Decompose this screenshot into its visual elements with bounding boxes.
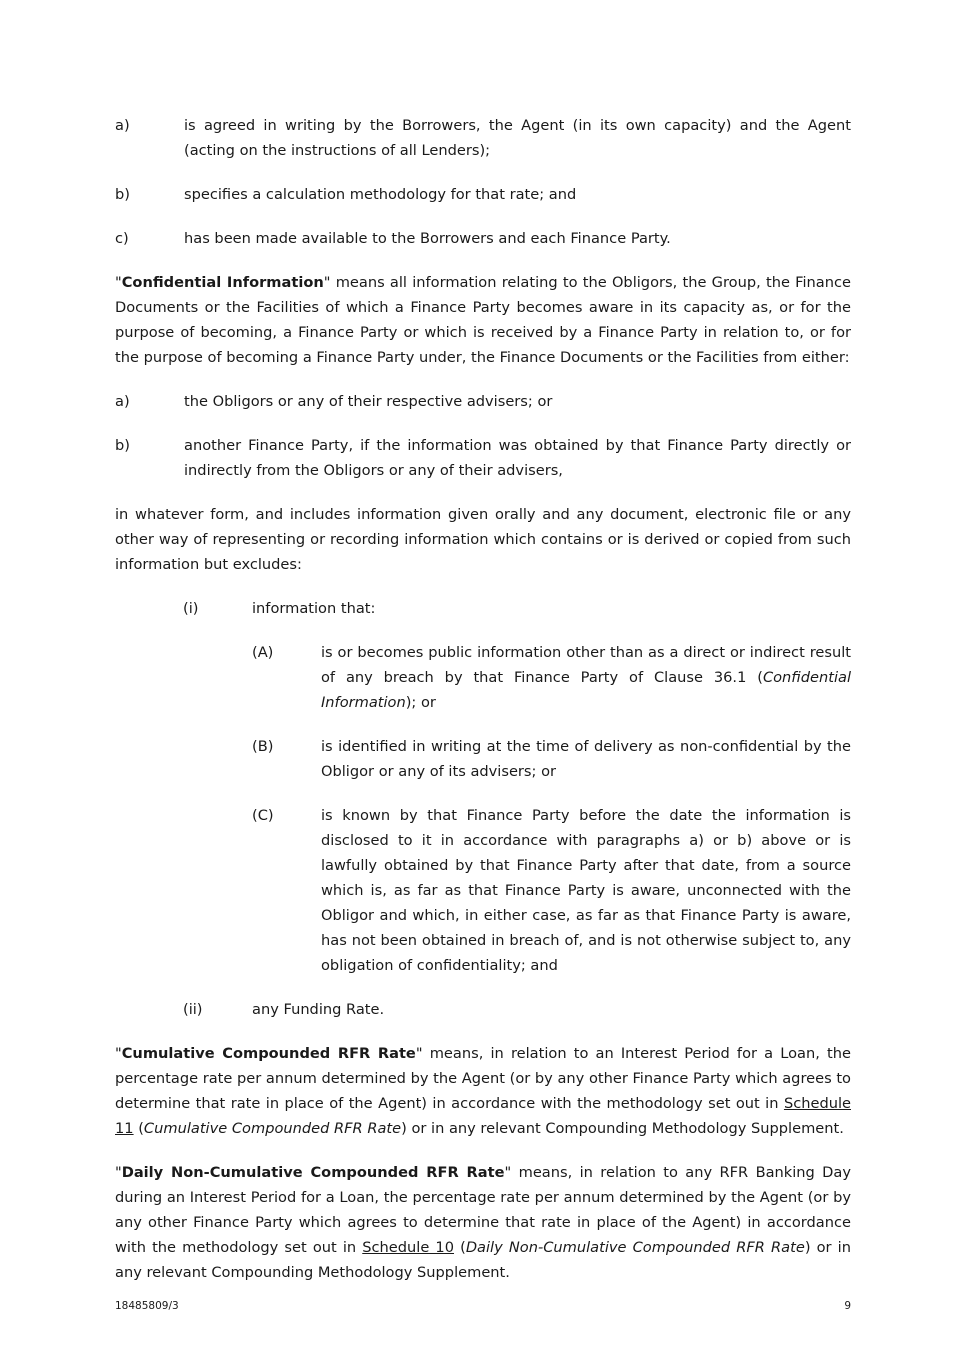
list-marker: (i): [183, 600, 199, 617]
list-marker: (B): [252, 738, 274, 755]
schedule-link[interactable]: Schedule 10: [362, 1239, 454, 1256]
list-item: [115, 389, 851, 414]
list-item: [115, 113, 851, 163]
list-item: [115, 640, 851, 715]
page-footer: [115, 1300, 851, 1312]
list-text: specifies a calculation methodology for that rate; and: [184, 186, 577, 203]
list-item: [115, 182, 851, 207]
list-item: [115, 596, 851, 621]
list-item: [115, 433, 851, 483]
list-item: [115, 803, 851, 978]
definition-continuation: in whatever form, and includes information given orally and any document, electronic file or any other way of representing or recording information which contains or is derived or copied from such information but excludes:: [115, 506, 851, 573]
defined-term: Cumulative Compounded RFR Rate: [121, 1045, 416, 1062]
definition-text: means, in relation to an Interest Period for a Loan, the percentage rate per annum determined by the Agent (or by any other Finance Party which agrees to determine that rate in place of the Agent) in accordance with the methodology set out in: [115, 1045, 851, 1112]
schedule-title: Cumulative Compounded RFR Rate: [143, 1120, 402, 1137]
list-item: [115, 734, 851, 784]
text-run: is or becomes public information other than as a direct or indirect result of any breach by that Finance Party of Clause 36.1 (: [321, 644, 851, 686]
list-text: any Funding Rate.: [252, 1001, 385, 1018]
list-marker: c): [115, 230, 129, 247]
list-marker: b): [115, 186, 130, 203]
text-run: ); or: [405, 694, 436, 711]
list-text: the Obligors or any of their respective advisers; or: [184, 393, 553, 410]
list-text: is agreed in writing by the Borrowers, the Agent (in its own capacity) and the Agent (acting on the instructions of all Lenders);: [184, 117, 851, 159]
document-reference: 18485809/3: [115, 1300, 179, 1312]
list-marker: (C): [252, 807, 274, 824]
defined-term: Daily Non-Cumulative Compounded RFR Rate: [121, 1164, 505, 1181]
list-text: [321, 640, 851, 715]
definition-daily-non-cumulative-compounded-rfr-rate: "Daily Non-Cumulative Compounded RFR Rate" means, in relation to any RFR Banking Day during an Interest Period for a Loan, the percentage rate per annum determined by the Agent (or by any other Finance Party which agrees to determine that rate in place of the Agent) in accordance with the methodology set out in Schedule 10 (Daily Non-Cumulative Compounded RFR Rate) or in any relevant Compounding Methodology Supplement.: [115, 1164, 851, 1281]
document-page: [115, 113, 851, 1304]
defined-term: Confidential Information: [121, 274, 324, 291]
definition-text: means, in relation to any RFR Banking Day during an Interest Period for a Loan, the percentage rate per annum determined by the Agent (or by any other Finance Party which agrees to determine that rate in place of the Agent) in accordance with the methodology set out in: [115, 1164, 851, 1256]
list-marker: (ii): [183, 1001, 203, 1018]
schedule-link[interactable]: Schedule 11: [115, 1095, 851, 1137]
list-text: is known by that Finance Party before the date the information is disclosed to it in accordance with paragraphs a) or b) above or is lawfully obtained by that Finance Party after that date, from a source which is, as far as that Finance Party is aware, unconnected with the Obligor and which, in either case, as far as that Finance Party is aware, has not been obtained in breach of, and is not otherwise subject to, any obligation of confidentiality; and: [321, 807, 851, 974]
definition-text: ) or in any relevant Compounding Methodology Supplement.: [115, 1239, 851, 1281]
list-text: is identified in writing at the time of delivery as non-confidential by the Obligor or any of its advisers; or: [321, 738, 851, 780]
list-item: [115, 226, 851, 251]
list-marker: b): [115, 437, 130, 454]
definition-text: ) or in any relevant Compounding Methodology Supplement.: [401, 1120, 844, 1137]
list-text: another Finance Party, if the information was obtained by that Finance Party directly or indirectly from the Obligors or any of their advisers,: [184, 437, 851, 479]
definition-cumulative-compounded-rfr-rate: "Cumulative Compounded RFR Rate" means, in relation to an Interest Period for a Loan, the percentage rate per annum determined by the Agent (or by any other Finance Party which agrees to determine that rate in place of the Agent) in accordance with the methodology set out in Schedule 11 (Cumulative Compounded RFR Rate) or in any relevant Compounding Methodology Supplement.: [115, 1045, 851, 1137]
definition-text: means all information relating to the Obligors, the Group, the Finance Documents or the Facilities of which a Finance Party becomes aware in its capacity as, or for the purpose of becoming, a Finance Party or which is received by a Finance Party in relation to, or for the purpose of becoming a Finance Party under, the Finance Documents or the Facilities from either:: [115, 274, 851, 366]
list-marker: a): [115, 117, 130, 134]
definition-confidential-information: "Confidential Information" means all information relating to the Obligors, the Group, the Finance Documents or the Facilities of which a Finance Party becomes aware in its capacity as, or for the purpose of becoming, a Finance Party or which is received by a Finance Party in relation to, or for the purpose of becoming a Finance Party under, the Finance Documents or the Facilities from either:: [115, 274, 851, 366]
clause-title: Confidential Information: [321, 669, 851, 711]
list-marker: a): [115, 393, 130, 410]
list-item: [115, 997, 851, 1022]
page-number: 9: [844, 1300, 851, 1312]
list-text: information that:: [252, 600, 376, 617]
list-text: has been made available to the Borrowers and each Finance Party.: [184, 230, 671, 247]
list-marker: (A): [252, 644, 274, 661]
schedule-title: Daily Non-Cumulative Compounded RFR Rate: [465, 1239, 805, 1256]
